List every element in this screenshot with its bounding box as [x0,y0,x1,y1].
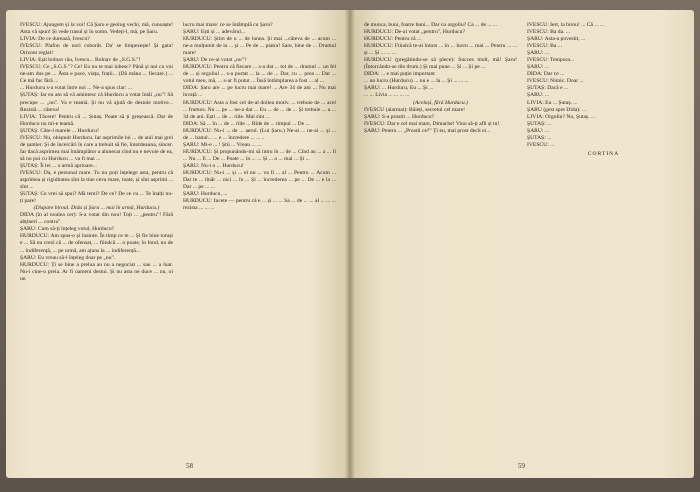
text-paragraph: lucru mai mare: ce se întâmplă cu Șaru? [183,22,273,28]
text-paragraph: HURDUCU: Pentru că fiecare ... s-a dat ... tot de ... dramul ... un fel de ... și orgoliul ... s-a purtat ... la ... de ... Dar, cu ... prea ... Dar ... votul meu, mă, ... s-ar fi putut ... Însă întâmplarea a fost ... al ... [183,64,336,85]
text-paragraph: ȘARU: De ce-ai votat „nu"? [183,57,247,64]
text-paragraph: ȘARU: ... [527,50,550,57]
text-paragraph: HURDUCU: Știm de o ... de lunea. Și mai ...câteva de ... acum ... ne-a mulțumit de la ... și ... Pe de ... piatra! Sare, bine de ... Drumul mare! [183,36,336,57]
text-paragraph: ... un lucru (Hurducu) ... nu e ... la ... Și ... ... ... [364,78,469,85]
text-paragraph: ȘARU: Cum să-ți înțeleg votul, Hurducu? [20,226,115,233]
right-page-columns [350,22,694,452]
left-page-column-1 [20,22,173,452]
text-paragraph: ȘARU: S-a prostit ... Hurducu? [364,113,435,120]
text-paragraph: IVESCU: Nimic. Doar ... [527,78,584,85]
text-paragraph: IVESCU: Tempora... [527,57,575,64]
text-paragraph: ȘARU: ... [527,127,550,134]
text-paragraph: IVESCU: ... [527,141,555,148]
text-paragraph: ȘUTAȘ: ... [527,120,552,127]
text-paragraph: IVESCU: Plafon de nori coborât. Da' se limpezește! Și gata! Orizont reglat! [20,43,173,57]
text-paragraph: HURDUCU (pregătindu-se să plece): Succes mult, mă! Șaru! (Întorcându-se din drum.) Și mai pune ... Și ... Și pe ... [364,57,517,71]
text-paragraph: ȘARU: Mi-e ... ! Știi ... Vreau ... ... [183,141,262,148]
text-paragraph: ȘUTAȘ: Ce vrei să spui? Mă temi? De ce? De ce cu ... Te înalți nu-ți pare! [20,191,173,205]
text-paragraph: HURDUCU: Nu-i ... și ... el nu ... va fi ... al ... Pentru ... Acum ... Dar te ... tînăr ... nici ... în ... Și ... încrederea ... pe ... De ... e la ... Dar ... pe ... ... [183,169,336,191]
text-paragraph: IVESCU: Ce „S.G.S."? Ce! Eu nu te mai iubesc? Până și noi cu voi ne-am dus pe ... Ăsta e pace, viața, frații... (Dă mâna ... fiecare.) ... Ce mă fac fără ... [20,64,173,85]
text-paragraph: DIDA: ... e mai puțin important [364,71,435,78]
text-paragraph: ȘARU: Eu vreau să-l înțeleg doar pe „nu". [20,254,116,261]
text-paragraph: DIDA: Dar ce ... [527,71,565,78]
text-paragraph: HURDUCU: Am spus-o și înainte. În timp ce te ... Și fie bine totuși e ... Să nu crezi că ... de ofensat, ... fiindcă ... o poate, în fond, nu de ... indiferență, ... pe urmă, am ajuns la ... indiferență... [20,233,173,254]
text-paragraph: IVESCU: Dar e cel mai mare, Dimache! Vino să-ți afli și tu! [364,120,500,127]
text-paragraph: de munca, buni, foarte buni... Dar cu orgoliu? Ca ... de ... ... [364,22,498,28]
text-paragraph: IVESCU (alarmat): Băieți, secretul cel mare! [364,106,465,113]
text-paragraph: LIVIA: Tăcere! Pentru că ... Șutaș. Poate să ți greșească. Dar de Hurducu nu mi-e teamă. [20,113,173,127]
text-paragraph: LIVIA: Orgoliu? Nu, Șutaș. ... [527,113,596,120]
left-page-columns [6,22,350,452]
text-paragraph: LIVIA: Ești bolnav rău, Ivescu... Bolnav de „S.G.S."! [20,57,141,64]
text-paragraph: HURDUCU: Asta a fost cel de-al doilea motiv. ... trebuie de ... acel ... frumos. Nu ... pe ... ne-a dat ... Eu ... de ... de ... Și trebuie ... a ... 34 de ani. Ești ... de ... rîde. Mai sînt ... [183,99,336,120]
text-paragraph: ȘARU (gest spre Dida): ... [527,106,587,113]
text-paragraph: LIVIA: Eu ... Șutaș. ... [527,99,578,106]
text-paragraph: ȘARU: Pentru ... „Prostii ce?" Ți eu, mai prost decît ei... [364,127,491,134]
left-page-column-2 [183,22,336,452]
text-paragraph: ȘUTAȘ: ... [527,134,552,141]
text-paragraph: ... ... Livia ... ... ... ... [364,92,410,99]
text-paragraph: LIVIA: De ce durează, Ivescu? [20,36,90,43]
text-paragraph: IVESCU: Nu, obișnuit Hurducu. Iar asprimile lui ... de anii mai grei de șantier. Și de încercări în care a trebuit să fie, întotdeauna, sincer. Iar dacă asprimea mai întâmplător a alunecat cînd nu e nevoie de ea, să nu pui cu Hurducu ... va fi mai ... [20,134,173,162]
text-paragraph: HURDUCU: De-ai votat „pentru", Hurducu? [364,29,465,36]
right-page-number: 59 [518,462,525,470]
text-paragraph: IVESCU: Iert, la birou! ... Că ... ... [527,22,605,28]
text-paragraph: ȘARU: ... Hurducu, Eu ... Și ... [364,85,434,92]
text-paragraph: ȘARU: Ești și ... adevărul... [183,29,246,36]
text-paragraph: DIDA: Șaru are ... pe lucru mai mare! ... Are 34 de ani ... Nu mai învață ... [183,85,336,99]
text-paragraph: IVESCU: Ajungem și la voi! Că Șaru e geolog vechi, mă, cunoaște! Asta vă spun! Și vede trasul și în somn. Vedeți-l, mă, pe Șaru. [20,22,173,36]
left-page [6,10,350,478]
text-paragraph: HURDUCU: Pentru că ... [364,36,422,43]
text-paragraph: HURDUCU: Și propunându-mi să intru în ... de ... Cînd au ... a ... fi ... Nu ... fi ... De ... Poate ... în ... ... Și ... o ... mai ... Și ... [183,148,336,162]
text-paragraph: HURDUCU: Ți se bine a prelua au nu a negociat ... sau ... a luat. Nu-i cine-o preia. Ar fi oameni destui. Și nu asta ne duce ... nu, oi un [20,261,173,282]
text-paragraph: CORTINA [587,150,620,157]
book-spine-gutter [345,10,355,478]
text-paragraph: ȘUTAȘ: Câte-l marele ... Hurducu! [20,127,99,134]
text-paragraph: ȘARU: ... [527,92,550,99]
text-paragraph: ȘUTAȘ: Dacă e ... [527,85,569,92]
text-paragraph: ȘARU: Nu-i o ... Hurducu! [183,162,244,169]
right-page-column-1 [364,22,517,452]
text-paragraph: DIDA (în al noulea cer): S-a votat din nou! Toți ... „pentru"! Fără abțineri ... contra". [20,212,173,226]
text-paragraph: ȘUTAȘ: Îi lei ... o armă aprioare... [20,162,97,169]
text-paragraph: DIDA: Să ... în ... de ... rîde ... Rîde de ... timpul ... De ... [183,120,310,127]
text-paragraph: IVESCU: Ba ... [527,43,562,50]
text-paragraph: HURDUCU: Nu-i ... de ... aerul. (Lui Șaru.) Ne-ai ... ne-ai ... și ... de ... banul... ... e ... încredere ... ... .. [183,127,336,141]
text-paragraph: ȘARU: ... [527,64,550,71]
text-paragraph: ȘARU: Hurducu, ... [183,191,228,198]
right-page [350,10,694,478]
text-paragraph: ȘARU: Asta-a povestit, ... [527,36,586,43]
text-paragraph: IVESCU: Ba da. ... [527,29,571,36]
text-paragraph: HURDUCU: Fiindcă te-ai întors ... în ... lucru ... mai ... Pentru ... ... și ... Și ... ... ... [364,43,517,57]
left-page-number: 58 [186,462,193,470]
text-paragraph: (Același, fără Hurducu.) [413,99,468,106]
text-paragraph: HURDUCU: Incete — pentru că e ... și ... ... Sa ... de ... ... al ... ... ... rezista ... ... ... [183,198,336,212]
text-paragraph: (Dispare biroul. Dida și Șaru ... mai în urmă, Hurducu.) [33,205,160,212]
text-paragraph: ... Hurducu s-a votat între noi ... Ne-a spus clar: ... [20,85,133,92]
text-paragraph: IVESCU: Da, e personal mare. Tu nu poți înțelege asta, pentru că asprimea și rigiditatea sînt la tine ceva mare, toate, și sînt asprimi ... sînt ... [20,169,173,191]
text-paragraph: ȘUTAȘ: Iar eu am să vă amintesc că Hurducu a votat întâi „nu"! Să precupe ... „nu". Va e teamă. Și nu vă ajută de destule motive... Rezistă ... câteva! [20,92,173,113]
right-page-column-2 [527,22,680,452]
